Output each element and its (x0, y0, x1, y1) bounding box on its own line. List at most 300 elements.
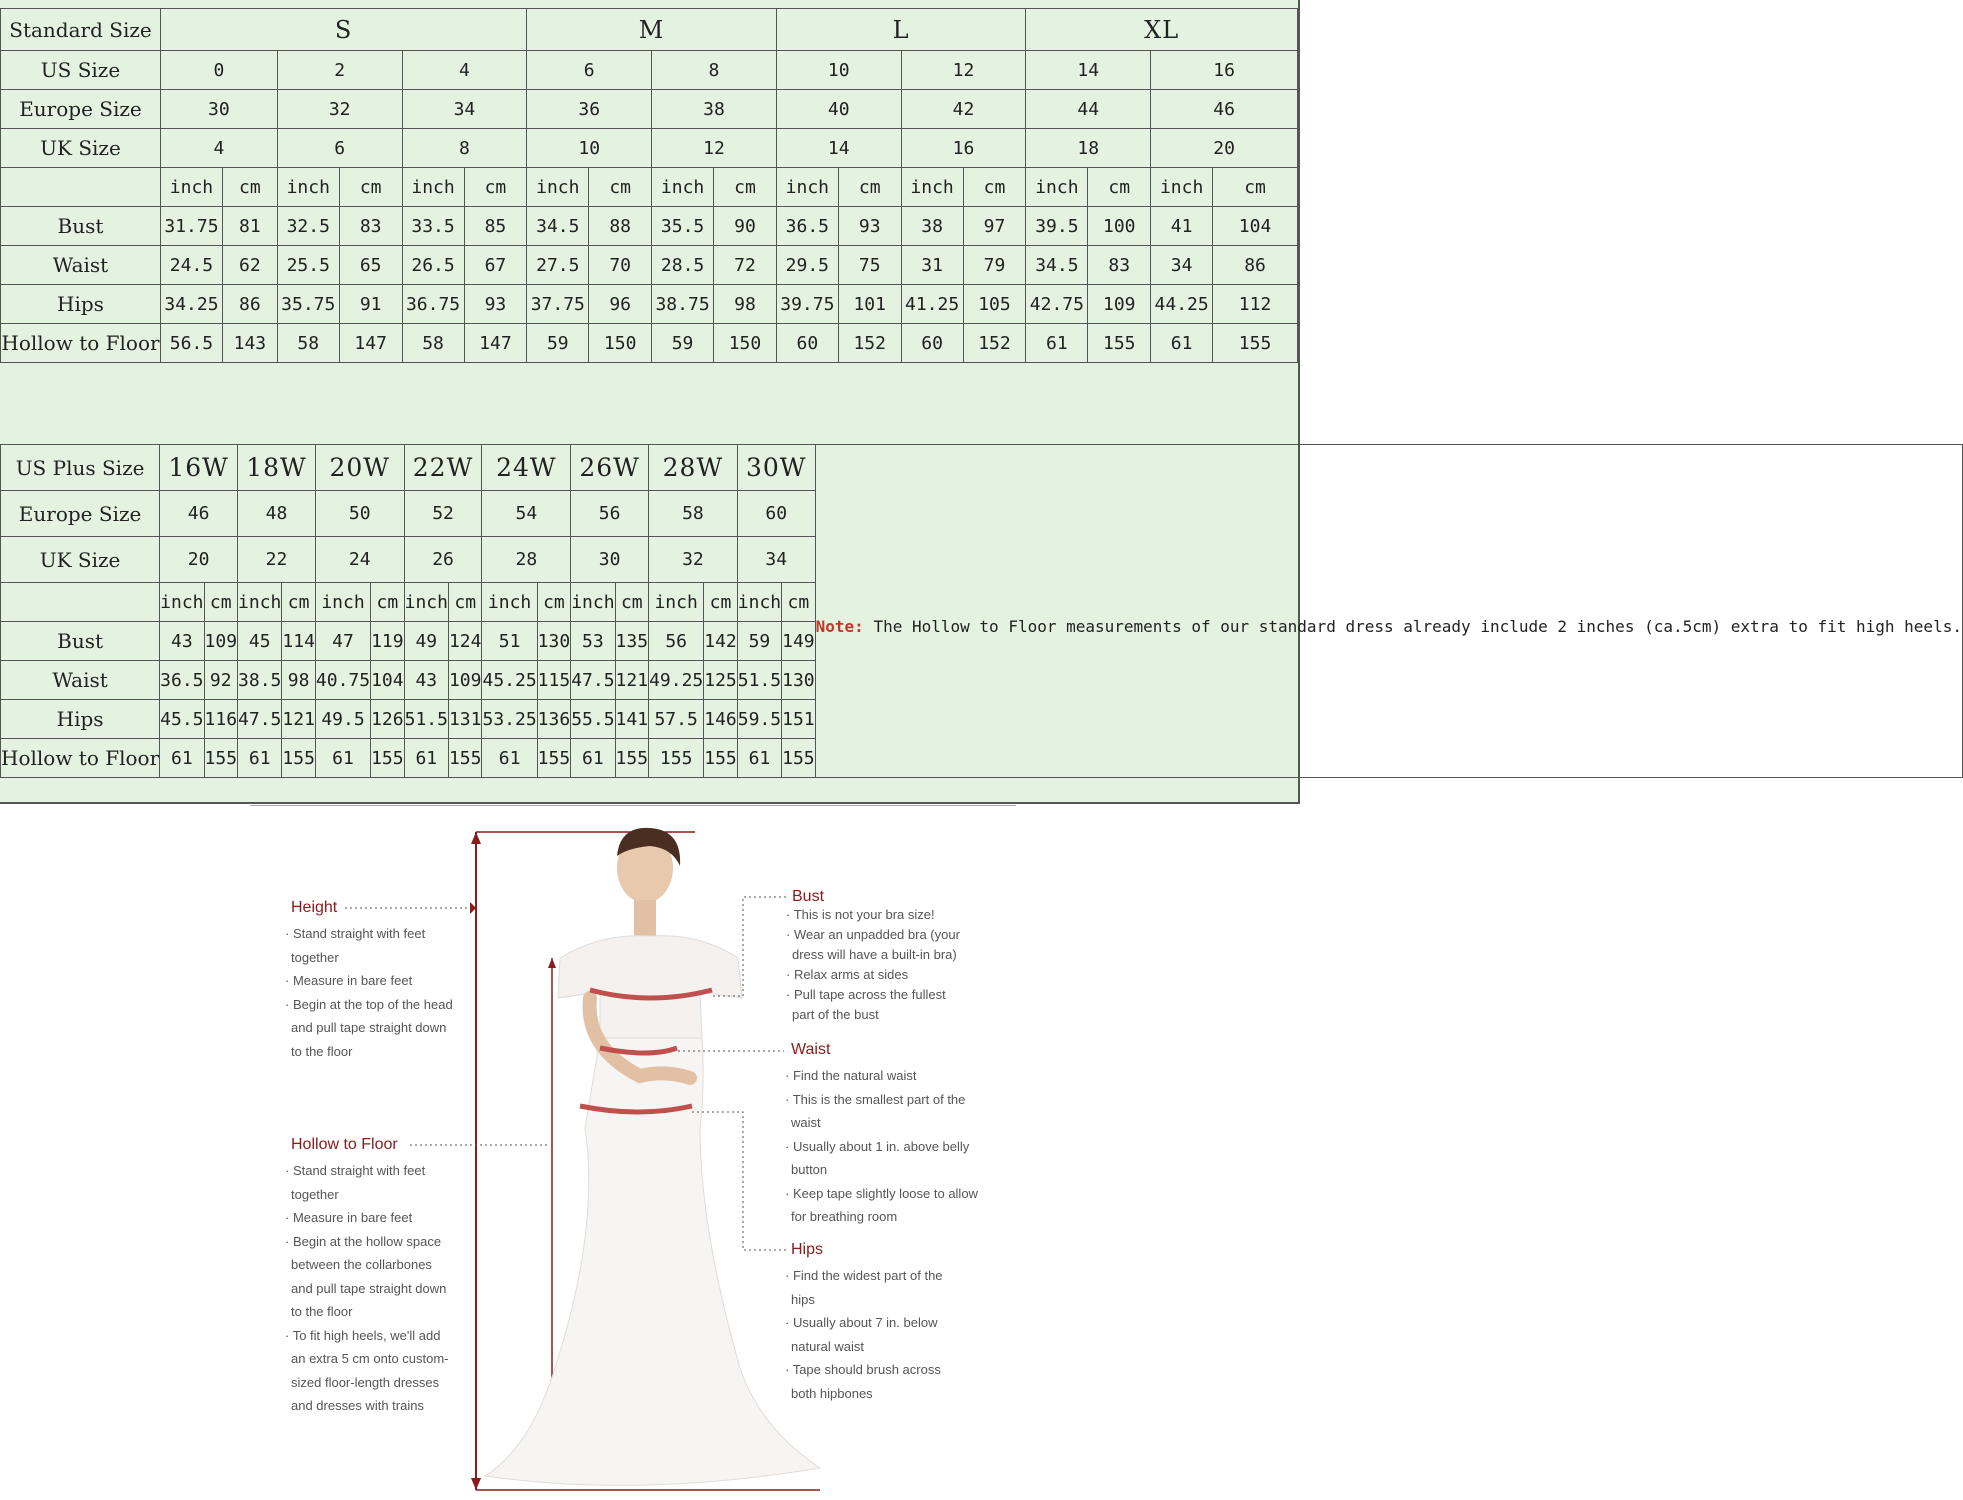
guide-illustration (0, 808, 1300, 1500)
unit-cm: cm (838, 168, 901, 207)
size-cell: 36 (527, 90, 652, 129)
unit-inch: inch (315, 583, 370, 622)
size-cell: 46 (160, 491, 238, 537)
measurement-cell: 155 (371, 739, 405, 778)
plus-size-table (0, 444, 1963, 778)
measurement-cell: 136 (537, 700, 571, 739)
measurement-cell: 51.5 (737, 661, 781, 700)
size-cell: 0 (160, 51, 277, 90)
measurement-cell: 88 (589, 207, 652, 246)
measurement-cell: 45.25 (482, 661, 537, 700)
measurement-cell: 59 (527, 324, 589, 363)
measurement-cell: 109 (448, 661, 482, 700)
measurement-cell: 70 (589, 246, 652, 285)
row-label: Europe Size (1, 90, 161, 129)
size-cell: 14 (1026, 51, 1151, 90)
measurement-cell: 60 (901, 324, 963, 363)
hollow-title: Hollow to Floor (291, 1136, 398, 1153)
instruction-line: · This is the smallest part of the (785, 1091, 966, 1107)
instruction-line: an extra 5 cm onto custom- (291, 1351, 449, 1366)
measurement-guide (0, 808, 1300, 1500)
measurement-cell: 49.5 (315, 700, 370, 739)
measurement-cell: 61 (737, 739, 781, 778)
measurement-cell: 61 (315, 739, 370, 778)
bust-instructions (786, 905, 960, 1025)
note-label: Note: (815, 616, 864, 636)
measurement-cell: 38.75 (652, 285, 714, 324)
measurement-label: Hollow to Floor (1, 324, 161, 363)
size-cell: 24 (315, 537, 404, 583)
measurement-cell: 135 (615, 622, 649, 661)
instruction-line: · Usually about 7 in. below (785, 1315, 938, 1330)
unit-inch: inch (527, 168, 589, 207)
size-cell: 50 (315, 491, 404, 537)
unit-inch: inch (1151, 168, 1213, 207)
unit-inch: inch (160, 583, 204, 622)
size-cell: 4 (402, 51, 527, 90)
unit-cm: cm (1213, 168, 1298, 207)
measurement-cell: 142 (704, 622, 738, 661)
measurement-cell: 101 (838, 285, 901, 324)
size-cell: 34 (402, 90, 527, 129)
measurement-cell: 47.5 (571, 661, 615, 700)
measurement-cell: 121 (615, 661, 649, 700)
measurement-cell: 38 (901, 207, 963, 246)
measurement-cell: 34 (1151, 246, 1213, 285)
measurement-cell: 143 (222, 324, 277, 363)
size-cell: 52 (404, 491, 482, 537)
measurement-cell: 34.25 (160, 285, 222, 324)
size-cell: 22 (238, 537, 316, 583)
measurement-cell: 98 (714, 285, 777, 324)
measurement-cell: 57.5 (649, 700, 704, 739)
instruction-line: both hipbones (791, 1385, 873, 1401)
measurement-cell: 83 (339, 207, 402, 246)
size-cell: 8 (402, 129, 527, 168)
instruction-line: dress will have a built-in bra) (792, 947, 957, 962)
plus-size-label: 20W (315, 445, 404, 491)
measurement-cell: 55.5 (571, 700, 615, 739)
plus-size-label: 18W (238, 445, 316, 491)
measurement-cell: 61 (1026, 324, 1088, 363)
size-cell: 16 (1151, 51, 1298, 90)
waist-title: Waist (791, 1041, 831, 1058)
height-arrow-head-bottom (471, 1478, 481, 1490)
measurement-cell: 155 (704, 739, 738, 778)
measurement-cell: 60 (776, 324, 838, 363)
plus-size-header: US Plus Size (1, 445, 160, 491)
measurement-cell: 121 (282, 700, 316, 739)
measurement-cell: 53 (571, 622, 615, 661)
instruction-line: sized floor-length dresses (291, 1374, 440, 1390)
measurement-cell: 81 (222, 207, 277, 246)
unit-inch: inch (571, 583, 615, 622)
height-arrow-head-top (471, 832, 481, 844)
measurement-cell: 43 (160, 622, 204, 661)
size-cell: 32 (277, 90, 402, 129)
size-cell: 30 (160, 90, 277, 129)
measurement-cell: 155 (615, 739, 649, 778)
measurement-cell: 61 (571, 739, 615, 778)
measurement-cell: 51.5 (404, 700, 448, 739)
plus-size-chart (0, 392, 1962, 804)
measurement-cell: 119 (371, 622, 405, 661)
hollow-instructions (285, 1159, 449, 1418)
hollow-arrow-head-top (548, 958, 556, 968)
standard-size-chart (0, 0, 1300, 393)
plus-size-label: 22W (404, 445, 482, 491)
measurement-cell: 34.5 (1026, 246, 1088, 285)
measurement-cell: 155 (204, 739, 238, 778)
measurement-cell: 45.5 (160, 700, 204, 739)
measurement-cell: 58 (277, 324, 339, 363)
measurement-cell: 31 (901, 246, 963, 285)
unit-inch: inch (402, 168, 464, 207)
measurement-cell: 29.5 (776, 246, 838, 285)
unit-inch: inch (649, 583, 704, 622)
note-text: The Hollow to Floor measurements of our standard dress already include 2 inches (ca.5cm) extra to fit high heels. (873, 616, 1962, 636)
measurement-cell: 34.5 (527, 207, 589, 246)
measurement-cell: 45 (238, 622, 282, 661)
bust-title: Bust (792, 888, 825, 905)
unit-cm: cm (371, 583, 405, 622)
measurement-cell: 33.5 (402, 207, 464, 246)
measurement-cell: 61 (238, 739, 282, 778)
model-neck (634, 900, 656, 936)
measurement-cell: 51 (482, 622, 537, 661)
measurement-cell: 39.75 (776, 285, 838, 324)
measurement-cell: 141 (615, 700, 649, 739)
measurement-cell: 155 (448, 739, 482, 778)
instruction-line: · Usually about 1 in. above belly (785, 1138, 970, 1154)
hips-instructions (785, 1264, 943, 1405)
measurement-label: Waist (1, 246, 161, 285)
instruction-line: · Begin at the top of the head (285, 996, 453, 1012)
measurement-cell: 26.5 (402, 246, 464, 285)
measurement-cell: 114 (282, 622, 316, 661)
instruction-line: to the floor (291, 1043, 353, 1059)
measurement-label: Hips (1, 700, 160, 739)
size-cell: 14 (776, 129, 901, 168)
measurement-cell: 85 (464, 207, 527, 246)
measurement-cell: 152 (963, 324, 1026, 363)
instruction-line: · This is not your bra size! (786, 907, 935, 922)
unit-cm: cm (339, 168, 402, 207)
measurement-cell: 86 (222, 285, 277, 324)
size-note (815, 445, 1962, 778)
measurement-cell: 39.5 (1026, 207, 1088, 246)
size-cell: 2 (277, 51, 402, 90)
measurement-cell: 40.75 (315, 661, 370, 700)
instruction-line: between the collarbones (291, 1257, 432, 1272)
size-cell: 10 (776, 51, 901, 90)
size-cell: 26 (404, 537, 482, 583)
instruction-line: · Keep tape slightly loose to allow (785, 1185, 978, 1201)
instruction-line: · Find the widest part of the (785, 1268, 943, 1283)
size-cell: 38 (652, 90, 777, 129)
size-cell: 32 (649, 537, 738, 583)
unit-cm: cm (1088, 168, 1151, 207)
measurement-cell: 130 (782, 661, 816, 700)
row-label: UK Size (1, 537, 160, 583)
measurement-cell: 104 (1213, 207, 1298, 246)
measurement-cell: 147 (339, 324, 402, 363)
size-cell: 58 (649, 491, 738, 537)
unit-cm: cm (704, 583, 738, 622)
unit-cm: cm (615, 583, 649, 622)
instruction-line: · Find the natural waist (785, 1068, 917, 1083)
instruction-line: and pull tape straight down (291, 1020, 447, 1035)
measurement-label: Bust (1, 622, 160, 661)
unit-inch: inch (482, 583, 537, 622)
size-cell: 20 (1151, 129, 1298, 168)
size-cell: 6 (527, 51, 652, 90)
measurement-cell: 124 (448, 622, 482, 661)
measurement-label: Hips (1, 285, 161, 324)
measurement-cell: 42.75 (1026, 285, 1088, 324)
instruction-line: to the floor (291, 1304, 353, 1319)
unit-cm: cm (782, 583, 816, 622)
measurement-cell: 155 (649, 739, 704, 778)
measurement-cell: 32.5 (277, 207, 339, 246)
measurement-cell: 36.75 (402, 285, 464, 324)
instruction-line: · Stand straight with feet (285, 926, 426, 941)
measurement-cell: 105 (963, 285, 1026, 324)
unit-cm: cm (204, 583, 238, 622)
size-cell: 16 (901, 129, 1026, 168)
standard-size-header: Standard Size (1, 9, 161, 51)
size-group-xl: XL (1026, 9, 1298, 51)
unit-inch: inch (277, 168, 339, 207)
size-cell: 28 (482, 537, 571, 583)
measurement-cell: 115 (537, 661, 571, 700)
height-instructions (285, 922, 453, 1063)
measurement-cell: 116 (204, 700, 238, 739)
row-label: Europe Size (1, 491, 160, 537)
measurement-cell: 150 (589, 324, 652, 363)
size-cell: 8 (652, 51, 777, 90)
divider-line (250, 805, 1016, 806)
measurement-cell: 79 (963, 246, 1026, 285)
unit-cm: cm (963, 168, 1026, 207)
measurement-cell: 151 (782, 700, 816, 739)
size-group-s: S (160, 9, 526, 51)
measurement-cell: 43 (404, 661, 448, 700)
measurement-cell: 97 (963, 207, 1026, 246)
measurement-cell: 49.25 (649, 661, 704, 700)
instruction-line: and pull tape straight down (291, 1280, 447, 1296)
unit-cm: cm (448, 583, 482, 622)
model-skirt (485, 1038, 820, 1485)
measurement-cell: 35.75 (277, 285, 339, 324)
unit-inch: inch (652, 168, 714, 207)
size-cell: 40 (776, 90, 901, 129)
measurement-cell: 92 (204, 661, 238, 700)
row-label: US Size (1, 51, 161, 90)
hips-title: Hips (791, 1241, 824, 1258)
measurement-cell: 90 (714, 207, 777, 246)
measurement-cell: 96 (589, 285, 652, 324)
instruction-line: button (791, 1162, 828, 1177)
unit-cm: cm (589, 168, 652, 207)
measurement-cell: 56 (649, 622, 704, 661)
instruction-line: · Begin at the hollow space (285, 1233, 442, 1249)
measurement-cell: 125 (704, 661, 738, 700)
measurement-cell: 131 (448, 700, 482, 739)
measurement-cell: 59 (652, 324, 714, 363)
measurement-cell: 147 (464, 324, 527, 363)
unit-inch: inch (404, 583, 448, 622)
measurement-cell: 37.75 (527, 285, 589, 324)
row-label: UK Size (1, 129, 161, 168)
measurement-cell: 91 (339, 285, 402, 324)
instruction-line: part of the bust (792, 1007, 879, 1022)
measurement-cell: 41 (1151, 207, 1213, 246)
size-cell: 60 (737, 491, 815, 537)
instruction-line: waist (791, 1115, 821, 1130)
instruction-line: · Wear an unpadded bra (your (786, 927, 960, 942)
measurement-cell: 61 (1151, 324, 1213, 363)
measurement-cell: 28.5 (652, 246, 714, 285)
instruction-line: · Tape should brush across (785, 1362, 941, 1377)
size-cell: 56 (571, 491, 649, 537)
plus-size-label: 30W (737, 445, 815, 491)
measurement-cell: 47 (315, 622, 370, 661)
plus-size-label: 16W (160, 445, 238, 491)
measurement-label: Bust (1, 207, 161, 246)
size-cell: 34 (737, 537, 815, 583)
measurement-cell: 75 (838, 246, 901, 285)
measurement-cell: 98 (282, 661, 316, 700)
height-title: Height (291, 899, 338, 916)
size-cell: 48 (238, 491, 316, 537)
measurement-cell: 155 (1088, 324, 1151, 363)
measurement-cell: 61 (160, 739, 204, 778)
measurement-cell: 38.5 (238, 661, 282, 700)
measurement-cell: 65 (339, 246, 402, 285)
instruction-line: hips (791, 1291, 815, 1307)
measurement-cell: 53.25 (482, 700, 537, 739)
measurement-cell: 47.5 (238, 700, 282, 739)
plus-size-label: 26W (571, 445, 649, 491)
unit-inch: inch (737, 583, 781, 622)
unit-cm: cm (714, 168, 777, 207)
size-cell: 4 (160, 129, 277, 168)
measurement-cell: 146 (704, 700, 738, 739)
measurement-cell: 155 (282, 739, 316, 778)
measurement-cell: 44.25 (1151, 285, 1213, 324)
measurement-label: Hollow to Floor (1, 739, 160, 778)
measurement-cell: 112 (1213, 285, 1298, 324)
measurement-cell: 41.25 (901, 285, 963, 324)
size-group-m: M (527, 9, 777, 51)
size-cell: 12 (652, 129, 777, 168)
measurement-cell: 155 (1213, 324, 1298, 363)
size-cell: 20 (160, 537, 238, 583)
measurement-cell: 62 (222, 246, 277, 285)
unit-cm: cm (282, 583, 316, 622)
size-cell: 46 (1151, 90, 1298, 129)
measurement-cell: 36.5 (776, 207, 838, 246)
instruction-line: · To fit high heels, we'll add (285, 1327, 441, 1343)
measurement-cell: 59 (737, 622, 781, 661)
measurement-cell: 109 (204, 622, 238, 661)
measurement-cell: 152 (838, 324, 901, 363)
instruction-line: together (291, 1186, 339, 1202)
size-cell: 42 (901, 90, 1026, 129)
measurement-cell: 61 (482, 739, 537, 778)
instruction-line: and dresses with trains (291, 1398, 424, 1413)
measurement-cell: 93 (838, 207, 901, 246)
measurement-cell: 83 (1088, 246, 1151, 285)
size-cell: 54 (482, 491, 571, 537)
measurement-cell: 49 (404, 622, 448, 661)
measurement-cell: 155 (537, 739, 571, 778)
measurement-cell: 104 (371, 661, 405, 700)
unit-row-label (1, 583, 160, 622)
measurement-cell: 58 (402, 324, 464, 363)
plus-size-label: 24W (482, 445, 571, 491)
measurement-cell: 149 (782, 622, 816, 661)
measurement-cell: 150 (714, 324, 777, 363)
instruction-line: together (291, 949, 339, 965)
unit-inch: inch (238, 583, 282, 622)
plus-size-label: 28W (649, 445, 738, 491)
unit-inch: inch (776, 168, 838, 207)
size-cell: 18 (1026, 129, 1151, 168)
instruction-line: · Measure in bare feet (285, 973, 413, 988)
unit-cm: cm (222, 168, 277, 207)
measurement-cell: 93 (464, 285, 527, 324)
measurement-cell: 130 (537, 622, 571, 661)
measurement-cell: 24.5 (160, 246, 222, 285)
size-cell: 30 (571, 537, 649, 583)
instruction-line: · Stand straight with feet (285, 1163, 426, 1178)
unit-inch: inch (160, 168, 222, 207)
measurement-cell: 86 (1213, 246, 1298, 285)
measurement-cell: 126 (371, 700, 405, 739)
unit-cm: cm (537, 583, 571, 622)
waist-instructions (785, 1064, 978, 1229)
instruction-line: for breathing room (791, 1209, 898, 1224)
measurement-cell: 31.75 (160, 207, 222, 246)
instruction-line: · Measure in bare feet (285, 1210, 413, 1225)
size-cell: 12 (901, 51, 1026, 90)
measurement-cell: 155 (782, 739, 816, 778)
instruction-line: · Pull tape across the fullest (786, 987, 946, 1002)
standard-size-table (0, 8, 1298, 363)
measurement-cell: 67 (464, 246, 527, 285)
measurement-cell: 35.5 (652, 207, 714, 246)
size-cell: 10 (527, 129, 652, 168)
measurement-cell: 109 (1088, 285, 1151, 324)
measurement-cell: 72 (714, 246, 777, 285)
instruction-line: · Relax arms at sides (786, 967, 909, 982)
measurement-cell: 27.5 (527, 246, 589, 285)
measurement-cell: 61 (404, 739, 448, 778)
measurement-label: Waist (1, 661, 160, 700)
unit-inch: inch (1026, 168, 1088, 207)
size-cell: 6 (277, 129, 402, 168)
unit-cm: cm (464, 168, 527, 207)
size-cell: 44 (1026, 90, 1151, 129)
measurement-cell: 36.5 (160, 661, 204, 700)
instruction-line: natural waist (791, 1338, 864, 1354)
measurement-cell: 56.5 (160, 324, 222, 363)
unit-row-label (1, 168, 161, 207)
unit-inch: inch (901, 168, 963, 207)
measurement-cell: 59.5 (737, 700, 781, 739)
